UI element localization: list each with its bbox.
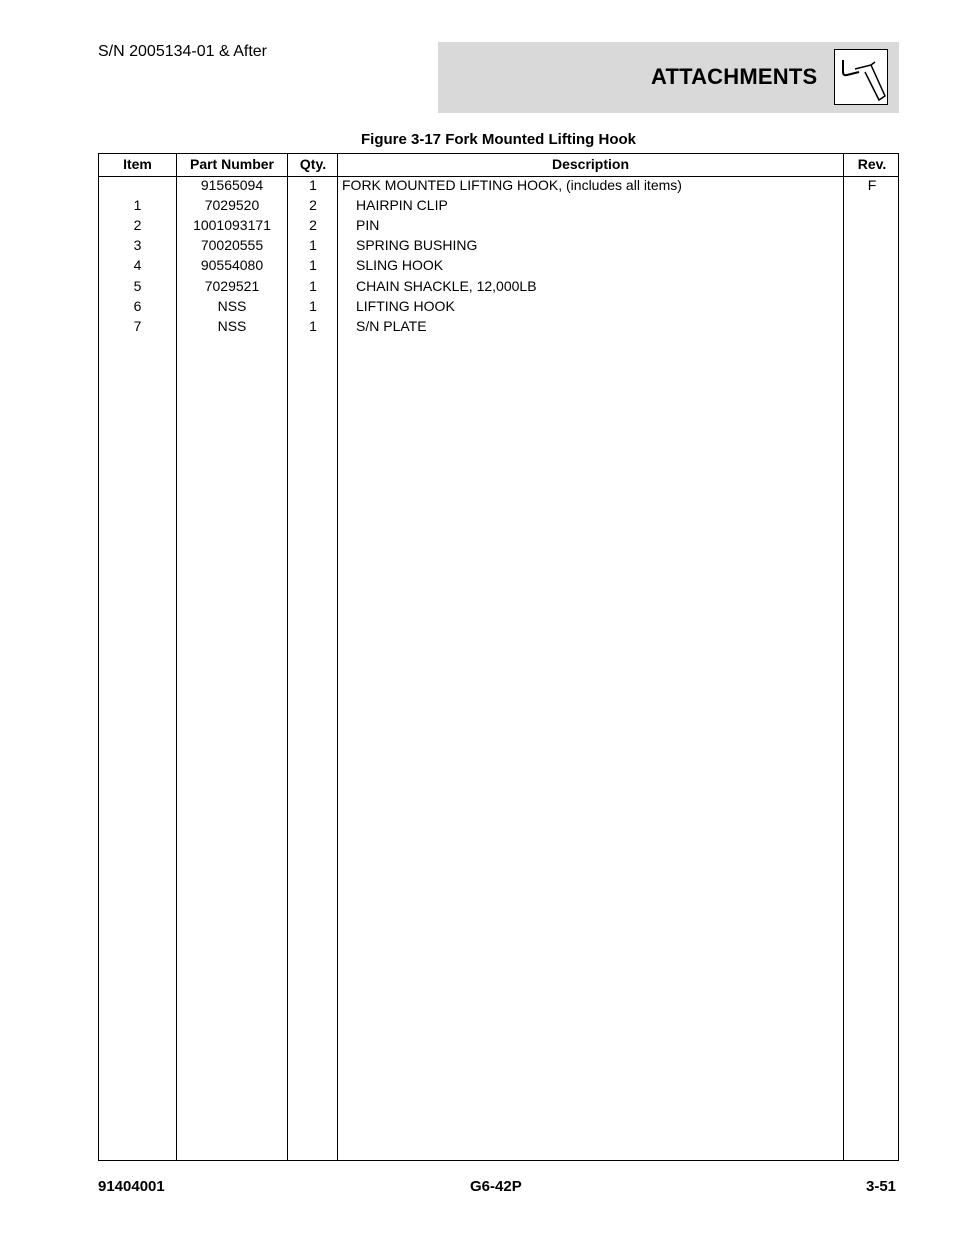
table-cell-item: 5 [133, 277, 142, 294]
header-part-number: Part Number [189, 156, 275, 172]
section-title: ATTACHMENTS [651, 64, 818, 89]
figure-title: Figure 3-17 Fork Mounted Lifting Hook [361, 131, 636, 148]
table-cell-rev [844, 296, 900, 316]
table-cell-item: 1 [133, 197, 142, 214]
header-description: Description [551, 156, 629, 172]
serial-number: S/N 2005134-01 & After [98, 43, 267, 60]
table-cell-item: 2 [133, 217, 142, 234]
table-cell-part-number: NSS [217, 317, 247, 334]
header-item: Item [123, 156, 152, 172]
table-cell-description: CHAIN SHACKLE, 12,000LB [356, 277, 537, 294]
footer-page-number: 3-51 [866, 1178, 897, 1195]
table-cell-description: PIN [356, 217, 380, 234]
table-cell-description: S/N PLATE [356, 317, 427, 334]
header-qty: Qty. [299, 156, 327, 172]
table-cell-description: SLING HOOK [356, 257, 444, 274]
table-cell-rev [844, 215, 900, 235]
table-cell-description: FORK MOUNTED LIFTING HOOK, (includes all items) [342, 177, 682, 193]
table-cell-item: 6 [133, 297, 142, 314]
parts-table [98, 153, 899, 1161]
table-cell-qty: 1 [309, 177, 317, 193]
table-cell-item: 7 [133, 317, 142, 334]
table-cell-description: LIFTING HOOK [356, 297, 455, 314]
table-cell-part-number: 7029521 [204, 277, 260, 294]
table-cell-qty: 1 [309, 297, 317, 314]
table-cell-rev [844, 235, 900, 255]
lifting-hook-icon [834, 49, 888, 105]
table-cell-description: SPRING BUSHING [356, 237, 478, 254]
footer-model: G6-42P [470, 1178, 522, 1195]
table-cell-description: HAIRPIN CLIP [356, 197, 448, 214]
table-cell-qty: 1 [309, 317, 317, 334]
table-cell-part-number: NSS [217, 297, 247, 314]
section-banner [438, 42, 899, 113]
table-cell-qty: 1 [309, 237, 317, 254]
table-cell-part-number: 1001093171 [193, 217, 271, 234]
table-cell-rev [844, 316, 900, 336]
table-cell-qty: 1 [309, 257, 317, 274]
table-cell-rev: F [867, 177, 877, 193]
table-cell-item: 3 [133, 237, 142, 254]
table-cell-qty: 2 [309, 197, 317, 214]
table-cell-item: 4 [133, 257, 142, 274]
table-cell-qty: 2 [309, 217, 317, 234]
table-cell-part-number: 91565094 [200, 177, 264, 193]
table-cell-item [99, 175, 176, 195]
table-cell-part-number: 7029520 [204, 197, 260, 214]
header-rev: Rev. [857, 156, 887, 172]
table-cell-part-number: 90554080 [200, 257, 264, 274]
footer-doc-number: 91404001 [98, 1178, 165, 1195]
table-cell-part-number: 70020555 [200, 237, 264, 254]
table-cell-rev [844, 195, 900, 215]
table-cell-rev [844, 276, 900, 296]
table-cell-rev [844, 255, 900, 275]
table-cell-qty: 1 [309, 277, 317, 294]
